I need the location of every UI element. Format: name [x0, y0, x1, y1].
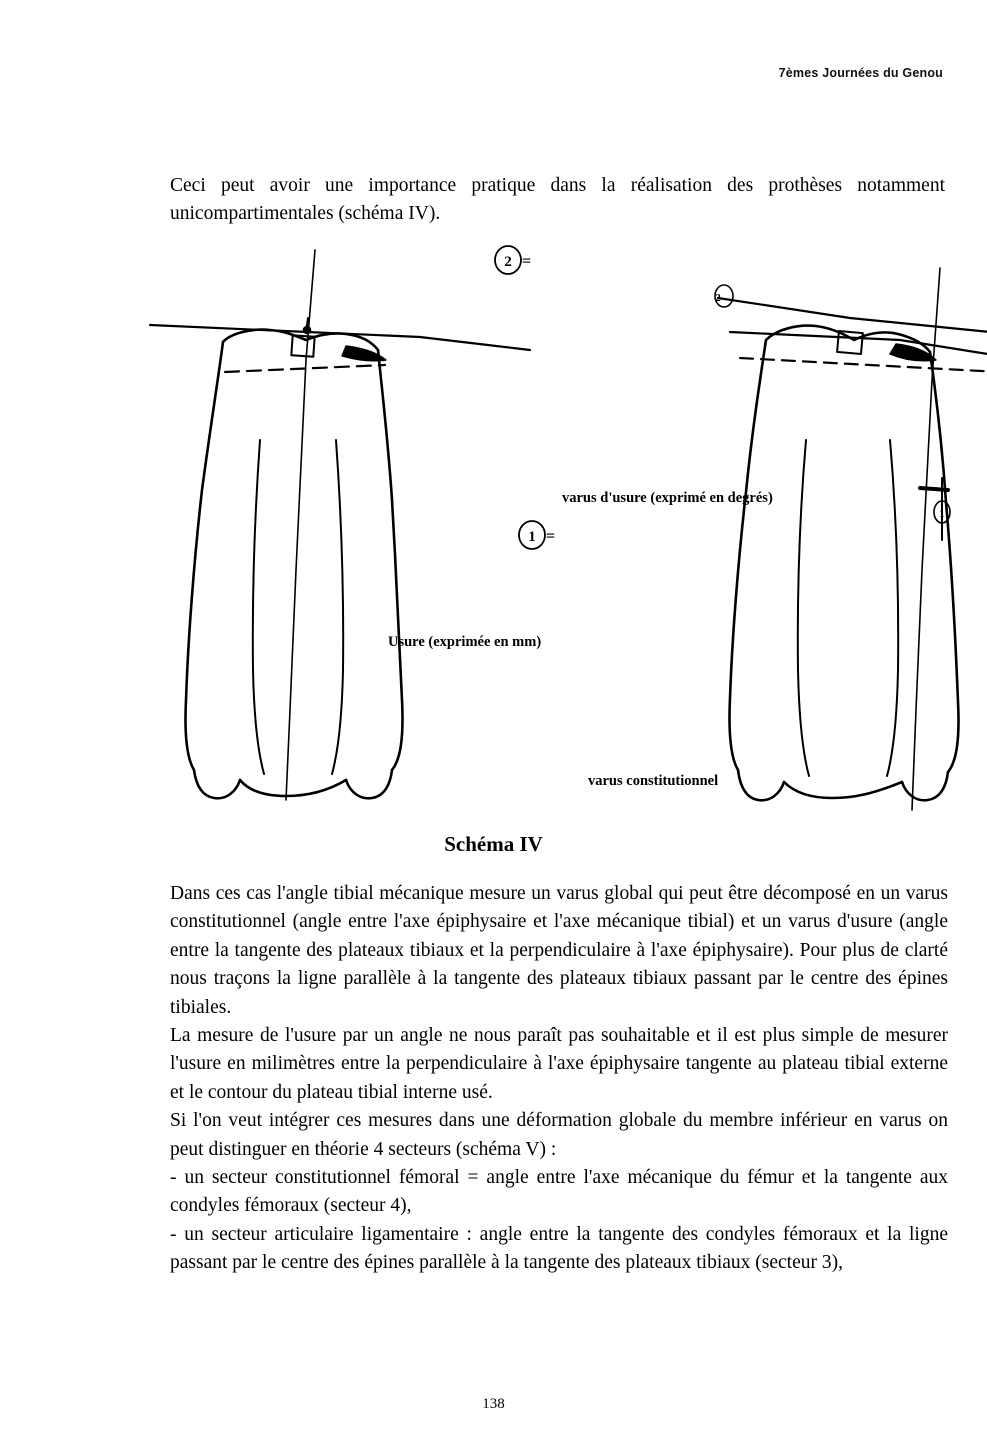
svg-text:1: 1 [939, 508, 945, 520]
svg-text:1: 1 [528, 529, 536, 545]
page-number: 138 [482, 1396, 505, 1412]
body-paragraph-3: Si l'on veut intégrer ces mesures dans une déformation globale du membre inférieur en varus on peut distinguer en théorie 4 secteurs (schéma V) : [170, 1110, 948, 1160]
running-header: 7èmes Journées du Genou [778, 66, 943, 80]
body-paragraph-2: La mesure de l'usure par un angle ne nous paraît pas souhaitable et il est plus simple de mesurer l'usure en milimètres entre la perpendiculaire à l'axe épiphysaire tangente au plateau tibial externe et le contour du plateau tibial interne usé. [170, 1025, 948, 1103]
schema-iv-drawing [110, 240, 987, 840]
svg-text:2: 2 [504, 254, 512, 270]
intro-paragraph: Ceci peut avoir une importance pratique dans la réalisation des prothèses notamment unicompartimentales (schéma IV). [170, 175, 945, 224]
schema-iv-figure [110, 240, 987, 840]
body-paragraph-1: Dans ces cas l'angle tibial mécanique mesure un varus global qui peut être décomposé en un varus constitutionnel (angle entre l'axe épiphysaire et l'axe mécanique tibial) et un varus d'usure (angle entre la tangente des plateaux tibiaux et la perpendiculaire à l'axe épiphysaire). Pour plus de clarté nous traçons la ligne parallèle à la tangente des plateaux tibiaux passant par le centre des épines tibiales. [170, 883, 948, 1018]
body-paragraph-5: - un secteur articulaire ligamentaire : angle entre la tangente des condyles fémoraux et la ligne passant par le centre des épines parallèle à la tangente des plateaux tibiaux (secteur 3), [170, 1223, 948, 1274]
body-text [170, 880, 948, 1278]
svg-text:2: 2 [715, 292, 721, 304]
label-usure-mm: Usure (exprimée en mm) [388, 634, 542, 650]
svg-text:=: = [546, 528, 556, 545]
body-paragraph-4: - un secteur constitutionnel fémoral = angle entre l'axe mécanique du fémur et la tangente aux condyles fémoraux (secteur 4), [170, 1167, 948, 1217]
label-varus-usure: varus d'usure (exprimé en degrés) [562, 490, 773, 506]
figure-caption: Schéma IV [444, 832, 543, 856]
svg-text:=: = [522, 253, 532, 270]
label-varus-constitutionnel: varus constitutionnel [588, 773, 719, 789]
